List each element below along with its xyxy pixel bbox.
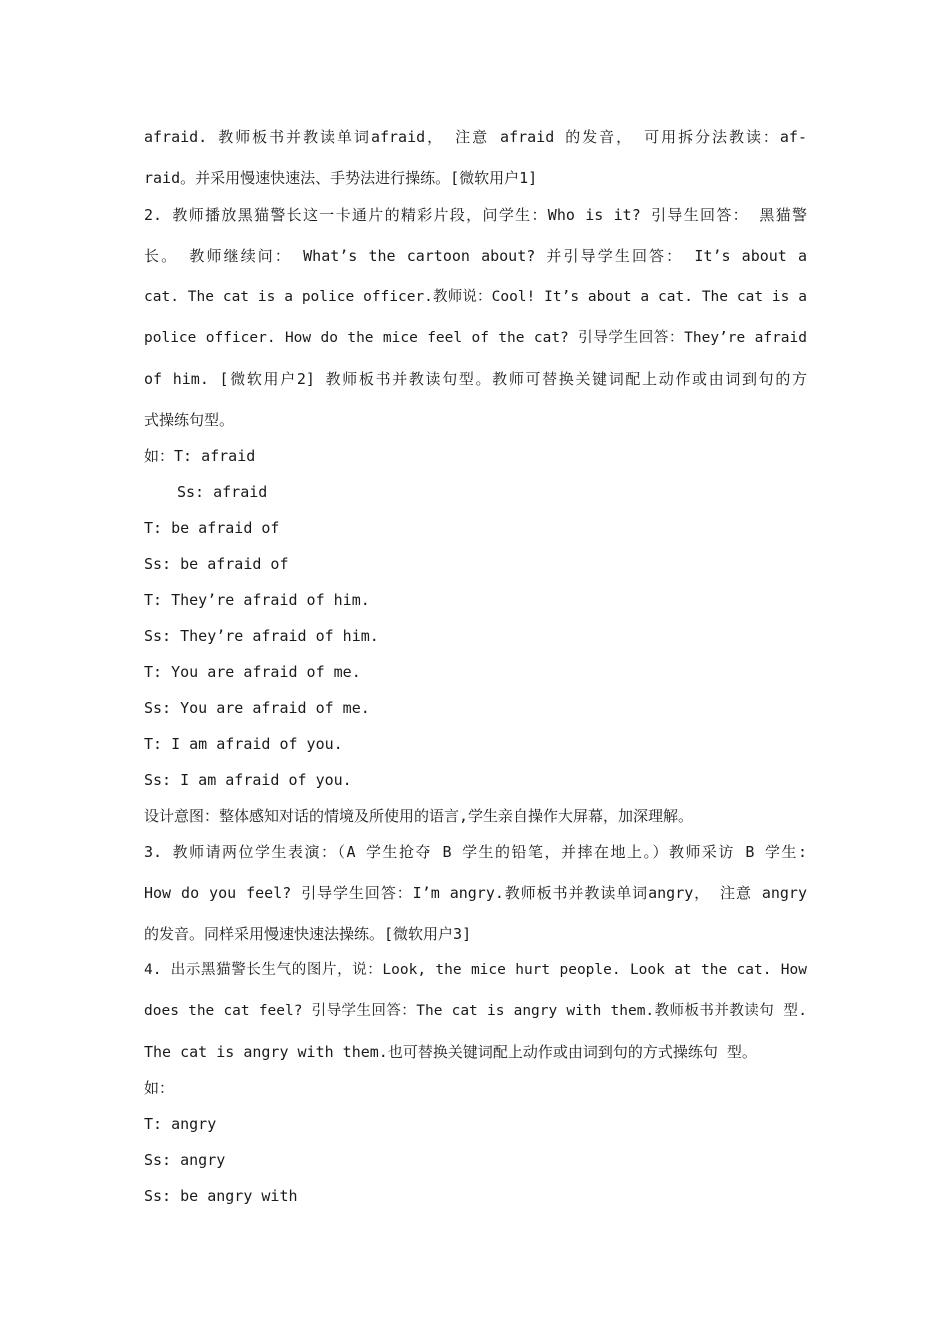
drill2-line: Ss: be angry with <box>144 1187 298 1205</box>
drill2-line: Ss: angry <box>144 1151 226 1169</box>
para2-line3: cat. The cat is a police officer.教师说：Cool! It’s about a cat. The cat is a <box>144 289 807 305</box>
para4-line3: The cat is angry with them.也可替换关键词配上动作或由词到句的方式操练句 型。 <box>144 1043 757 1061</box>
design-intent: 设计意图：整体感知对话的情境及所使用的语言,学生亲自操作大屏幕，加深理解。 <box>144 807 694 825</box>
para2-line1: 2. 教师播放黑猫警长这一卡通片的精彩片段，问学生：Who is it? 引导生回答： 黑猫警 <box>144 206 807 224</box>
para1-line1: afraid. 教师板书并教读单词afraid， 注意 afraid 的发音， 可用拆分法教读：af- <box>144 128 807 146</box>
drill1-line: Ss: They’re afraid of him. <box>144 627 379 645</box>
para4-line2: does the cat feel? 引导学生回答：The cat is angry with them.教师板书并教读句 型. <box>144 1003 807 1019</box>
drill1-line: T: I am afraid of you. <box>144 735 343 753</box>
drill1-line: Ss: You are afraid of me. <box>144 699 370 717</box>
drill1-line: T: They’re afraid of him. <box>144 591 370 609</box>
para2-line2: 长。 教师继续问： What’s the cartoon about? 并引导学生回答： It’s about a <box>144 247 807 265</box>
drill1-line: Ss: be afraid of <box>144 555 289 573</box>
drill1-line: Ss: I am afraid of you. <box>144 771 352 789</box>
para2-line4: police officer. How do the mice feel of the cat? 引导学生回答：They’re afraid <box>144 330 807 346</box>
drill1-line: T: You are afraid of me. <box>144 663 361 681</box>
para2-line5: of him. [微软用户2] 教师板书并教读句型。教师可替换关键词配上动作或由词到句的方 <box>144 370 807 388</box>
drill1-line: 如：T: afraid <box>144 447 256 465</box>
drill1-line: T: be afraid of <box>144 519 280 537</box>
para1-line2: raid。并采用慢速快速法、手势法进行操练。[微软用户1] <box>144 169 538 187</box>
para4-line1: 4. 出示黑猫警长生气的图片，说：Look, the mice hurt people. Look at the cat. How <box>144 962 807 978</box>
para2-line6: 式操练句型。 <box>144 411 235 429</box>
para3-line3: 的发音。同样采用慢速快速法操练。[微软用户3] <box>144 925 472 943</box>
drill1-line: Ss: afraid <box>177 483 268 501</box>
drill2-line: T: angry <box>144 1115 217 1133</box>
para3-line1: 3. 教师请两位学生表演：（A 学生抢夺 B 学生的铅笔，并摔在地上。）教师采访 B 学生: <box>144 843 807 861</box>
para3-line2: How do you feel? 引导学生回答：I’m angry.教师板书并教读单词angry， 注意 angry <box>144 884 807 902</box>
drill2-intro: 如： <box>144 1079 175 1097</box>
